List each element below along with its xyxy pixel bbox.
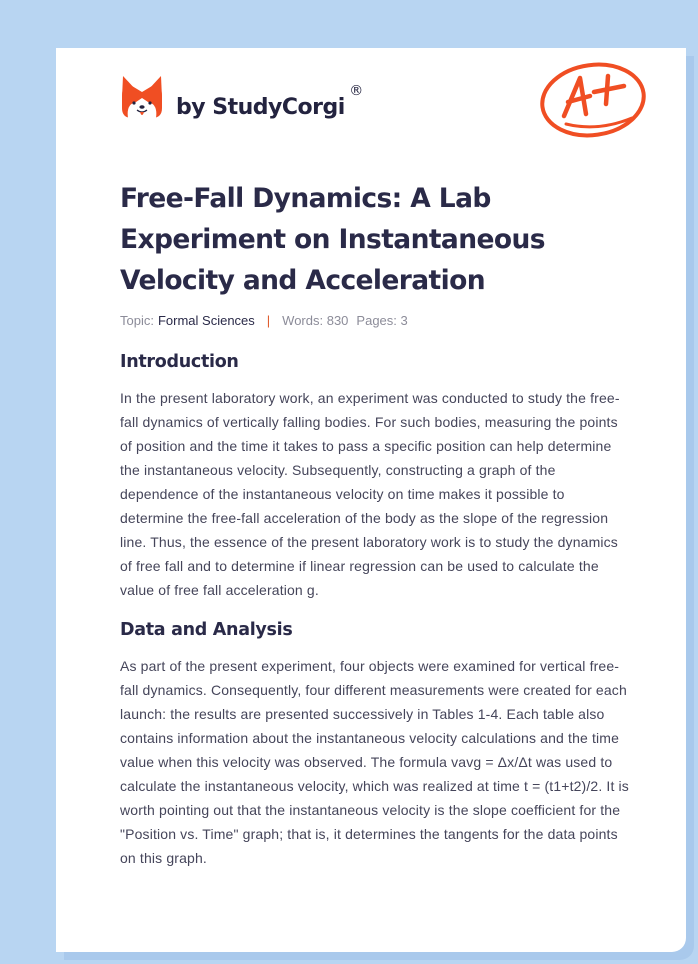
word-count: Words: 830	[282, 313, 349, 328]
section-heading-data-and-analysis: Data and Analysis	[120, 620, 293, 640]
document-card	[56, 48, 686, 952]
brand-name	[176, 82, 363, 120]
corgi-head-icon	[120, 74, 164, 120]
topic-label: Topic:	[120, 313, 154, 328]
article-meta	[120, 313, 632, 328]
topic-link[interactable]: Formal Sciences	[157, 313, 255, 328]
header	[120, 74, 646, 144]
registered-mark: ®	[349, 82, 363, 99]
page-title: Free-Fall Dynamics: A Lab Experiment on Instantaneous Velocity and Acceleration	[120, 183, 545, 296]
meta-separator: |	[266, 313, 271, 328]
page-count: Pages: 3	[356, 313, 408, 328]
a-plus-grade-icon	[538, 60, 648, 140]
section-paragraph-data-and-analysis: As part of the present experiment, four objects were examined for vertical free-fall dynamics. Consequently, four different measurements were created for each launch: the results are presented successively in Tables 1-4. Each table also contains information about the instantaneous velocity calculations and the time value when this velocity was observed. The formula vavg = Δx/Δt was used to calculate the instantaneous velocity, which was realized at time t = (t1+t2)/2. It is worth pointing out that the instantaneous velocity is the slope coefficient for the "Position vs. Time" graph; that is, it determines the tangents for the data points on this graph.	[120, 658, 629, 866]
studycorgi-logo[interactable]	[120, 74, 363, 120]
section-paragraph-introduction: In the present laboratory work, an experiment was conducted to study the free-fall dynamics of vertically falling bodies. For such bodies, measuring the points of position and the time it takes to pass a specific position can help determine the instantaneous velocity. Subsequently, constructing a graph of the dependence of the instantaneous velocity on time makes it possible to determine the free-fall acceleration of the body as the slope of the regression line. Thus, the essence of the present laboratory work is to study the dynamics of free fall and to determine if linear regression can be used to calculate the value of free fall acceleration g.	[120, 390, 620, 598]
brand-name-text: by StudyCorgi	[176, 94, 345, 120]
article-content	[120, 178, 632, 870]
section-heading-introduction: Introduction	[120, 352, 239, 372]
